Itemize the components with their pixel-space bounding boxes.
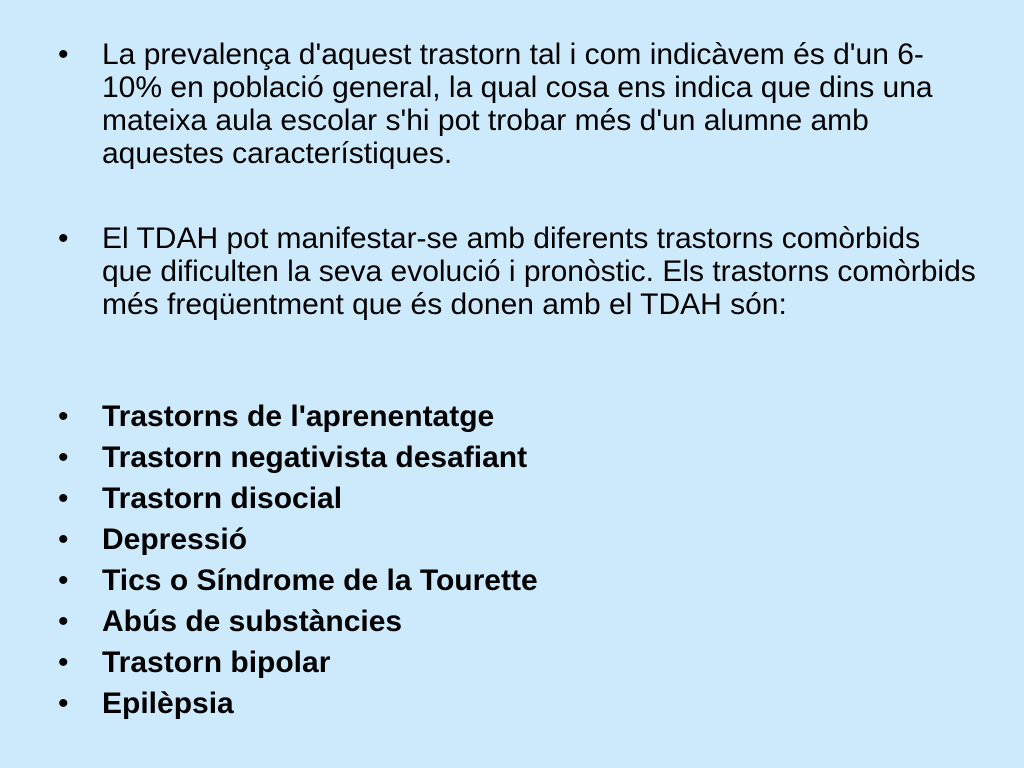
list-item xyxy=(58,560,978,601)
list-item-label: Abús de substàncies xyxy=(102,605,403,638)
bullet-icon: • xyxy=(58,687,69,720)
prevalence-paragraph xyxy=(58,38,978,170)
comorbid-disorders-list xyxy=(58,396,978,724)
list-item xyxy=(58,601,978,642)
list-item xyxy=(58,478,978,519)
list-item-label: Tics o Síndrome de la Tourette xyxy=(102,564,538,597)
bullet-icon: • xyxy=(58,523,69,556)
list-item-label: Trastorn bipolar xyxy=(102,646,331,679)
list-item xyxy=(58,642,978,683)
list-item xyxy=(58,437,978,478)
bullet-icon: • xyxy=(58,222,69,255)
list-item-label: Epilèpsia xyxy=(102,687,234,720)
bullet-icon: • xyxy=(58,605,69,638)
bullet-icon: • xyxy=(58,646,69,679)
bullet-icon: • xyxy=(58,38,69,71)
bullet-icon: • xyxy=(58,441,69,474)
paragraph-text: El TDAH pot manifestar-se amb diferents trastorns comòrbids que dificulten la seva evolució i pronòstic. Els trastorns comòrbids més freqüentment que és donen amb el TDAH són: xyxy=(102,222,976,321)
list-item xyxy=(58,396,978,437)
paragraph-text: La prevalença d'aquest trastorn tal i com indicàvem és d'un 6-10% en població general, la qual cosa ens indica que dins una mateixa aula escolar s'hi pot trobar més d'un alumne amb aquestes característiques. xyxy=(102,38,933,170)
list-item-label: Trastorn disocial xyxy=(102,482,343,515)
bullet-icon: • xyxy=(58,482,69,515)
comorbidity-paragraph xyxy=(58,222,978,321)
bullet-icon: • xyxy=(58,400,69,433)
list-item-label: Trastorns de l'aprenentatge xyxy=(102,400,495,433)
list-item-label: Depressió xyxy=(102,523,248,556)
list-item-label: Trastorn negativista desafiant xyxy=(102,441,528,474)
list-item xyxy=(58,683,978,724)
list-item xyxy=(58,519,978,560)
bullet-icon: • xyxy=(58,564,69,597)
